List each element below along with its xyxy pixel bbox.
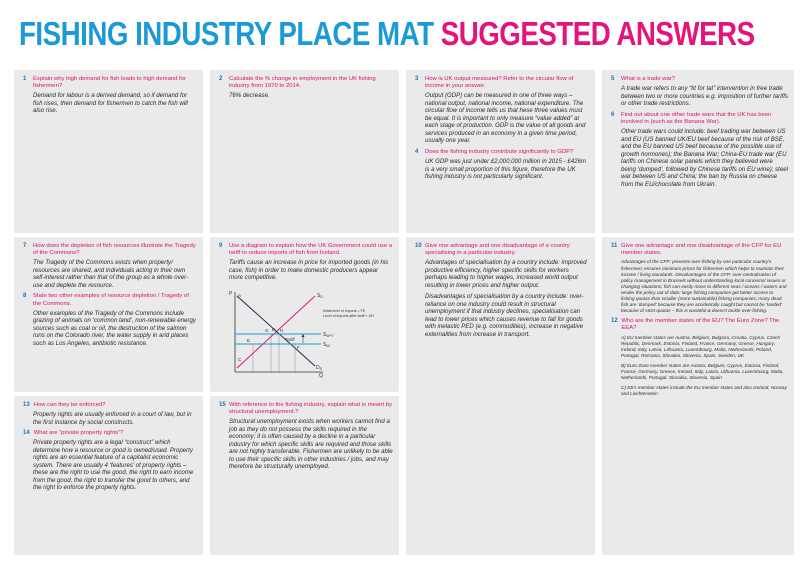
label-s-d: $S_D$ bbox=[317, 292, 323, 299]
question-row bbox=[415, 149, 589, 156]
page-title bbox=[19, 14, 755, 54]
question-text: Give one advantage and one disadvantage of a country specialising in a particular industry. bbox=[425, 243, 570, 257]
question-text: Who are the member states of the EU? The Euro Zone? The EEA? bbox=[621, 318, 780, 332]
question-number: 7 bbox=[23, 243, 27, 249]
answer-text: Tariffs cause an increase in price for imported goods (in his case, fish) in order to make domestic producers appear more competitive. bbox=[229, 259, 389, 282]
question-text: Use a diagram to explain how the UK Government could use a tariff to reduce imports of fish from Iceland. bbox=[229, 243, 393, 257]
card-q5-q6 bbox=[602, 70, 794, 233]
label-f: F bbox=[297, 344, 300, 350]
card-q11-q12 bbox=[602, 237, 794, 555]
label-a: A bbox=[238, 292, 242, 298]
label-e: E bbox=[247, 337, 251, 343]
card-q10 bbox=[406, 237, 595, 555]
question-number: 11 bbox=[611, 243, 618, 249]
question-text: Calculate the % change in employment in the UK fishing industry from 1970 to 2014. bbox=[229, 76, 376, 90]
answer-text: The Tragedy of the Commons exists when property/ resources are shared, and individuals acting in their own self-interest rather than that of the group as a whole over-use and deplete the resource. bbox=[33, 259, 189, 289]
question-row bbox=[611, 243, 788, 257]
question-row bbox=[23, 402, 197, 409]
card-q7-q8 bbox=[14, 237, 203, 392]
label-d-d: $D_D$ bbox=[316, 364, 323, 371]
legend-initial-imports: Initial level of imports = FE bbox=[323, 308, 366, 313]
p-axis-label: P bbox=[229, 290, 233, 297]
question-row bbox=[23, 76, 197, 90]
question-number: 9 bbox=[219, 243, 223, 249]
question-text: How is UK output measured? Refer to the circular flow of income in your answer. bbox=[425, 76, 574, 90]
question-text: Does the fishing industry contribute significantly to GDP? bbox=[425, 148, 574, 155]
card-q3-q4 bbox=[406, 70, 595, 233]
answer-text: Private property rights are a legal “construct” which determine how a resource or good is owned/used. Property rights are an essential feature of a capitalist economic system. There are usually 4 ‘features’ of property rights – these are the right to use the good, the right to earn income from the good, the right to transfer the good to others, and the right to enforce the property rights. bbox=[33, 439, 194, 492]
question-row bbox=[23, 293, 197, 307]
question-number: 5 bbox=[611, 76, 615, 82]
card-q1 bbox=[14, 70, 203, 233]
answer-text: Property rights are usually enforced in a court of law, but in the first instance by social constructs. bbox=[33, 411, 192, 426]
question-number: 13 bbox=[23, 402, 30, 408]
question-text: State two other examples of resource depletion / Tragedy of the Commons. bbox=[33, 293, 189, 307]
card-q9 bbox=[210, 237, 399, 392]
card-q2 bbox=[210, 70, 399, 233]
q-axis-label: Q bbox=[319, 372, 323, 378]
question-text: What are “private property rights”? bbox=[33, 430, 124, 437]
question-text: What is a trade war? bbox=[621, 76, 676, 82]
answer-text: Disadvantages of specialisation by a country include: over-reliance on one industry could result in structural unemployment if that industry declines, specialisation can lead to lower prices which causes revenue to fall for goods with inelastic PED (e.g. commodities), increase in negative externalities from increase in transport. bbox=[425, 293, 584, 338]
question-text: Find out about one other trade wars that the UK has been involved in (such as the Banana War). bbox=[621, 111, 772, 125]
place-mat-grid bbox=[14, 70, 794, 555]
question-number: 14 bbox=[23, 430, 30, 437]
answer-text: UK GDP was just under £2,000,000 million in 2015 - £426m is a very small proportion of this figure, therefore the UK fishing industry is not particularly significant. bbox=[425, 158, 587, 181]
question-row bbox=[23, 430, 197, 437]
question-row bbox=[23, 243, 197, 257]
question-text: How does the depletion of fish resources illustrate the Tragedy of the Commons? bbox=[33, 243, 196, 257]
question-row bbox=[611, 318, 788, 332]
question-number: 3 bbox=[415, 76, 419, 82]
label-g: G bbox=[265, 327, 269, 333]
question-text: Explain why high demand for fish leads to high demand for fishermen? bbox=[33, 76, 186, 90]
answer-text: A trade war refers to any “tit for tat” intervention in free trade between two or more countries e.g. imposition of further tariffs or other trade restrictions. bbox=[621, 85, 788, 108]
question-row bbox=[611, 112, 788, 126]
question-number: 6 bbox=[611, 111, 615, 118]
answer-text: B) Euro Zone member states are Austria, Belgium, Cyprus, Estonia, Finland, France, Germany, Greece, Ireland, Italy, Latvia, Lithuania, Luxembourg, Malta, Netherlands, Portugal, Slovakia, Slovenia, Spain bbox=[621, 363, 784, 381]
answer-text: Structural unemployment exists when workers cannot find a job as they do not possess the skills required in the economy; it is often caused by a decline in a particular industry for which specific skills are required and those skills are not highly transferable. Fishermen are unlikely to be able to use their specific skills in other industries / jobs, and may therefore be structurally unemployed. bbox=[229, 418, 393, 471]
label-s-w-t: $S_{W+T}$ bbox=[323, 331, 334, 338]
answer-text: Advantages of the CFP: prevents over-fishing by one particular country's fishermen; ensures minimum prices for fishermen which helps to maintain their income / living standards. Disadvantages of the CFP: over-centralisation of policy management in Brussels without understanding local concerns/ issues or changing situations; fish can easily move to different seas / oceans / waters and render the policy out of date; large fishing companies get better access to fishing quotas than smaller (more sustainable) fishing companies; many dead fish are ‘dumped’ because they are accidentally caught but cannot be ‘landed’ because of strict quotas – this is wasteful & doesn't tackle over-fishing. bbox=[621, 259, 787, 314]
answer-text: Advantages of specialisation by a country include: improved productive efficiency, higher specific skills for workers perhaps leading to higher wages, increased world output resulting in lower prices and higher output. bbox=[425, 259, 587, 289]
question-number: 8 bbox=[23, 293, 27, 300]
question-number: 4 bbox=[415, 148, 419, 155]
question-row bbox=[415, 76, 589, 90]
answer-text: 76% decrease. bbox=[229, 92, 270, 100]
question-text: Give one advantage and one disadvantage of the CFP for EU member states. bbox=[621, 243, 782, 257]
question-row bbox=[219, 76, 393, 90]
label-tariff: Tariff bbox=[285, 336, 295, 342]
answer-text: Output (GDP) can be measured in one of three ways – national output, national income, national expenditure. The circular flow of income tells us that hese three values must be equal. It is important to only measure “value added” at each stage of production. GDP is the value of all goods and services produced in an economy in a given time period, usually one year. bbox=[425, 92, 586, 145]
label-c: C bbox=[238, 356, 242, 362]
answer-text: C) EEA member states include the EU member states and also Iceland, Norway and Liechtenstein bbox=[621, 385, 787, 397]
question-row bbox=[219, 402, 393, 416]
question-number: 2 bbox=[219, 76, 223, 82]
tariff-diagram bbox=[223, 288, 393, 378]
label-s-w: $S_W$ bbox=[323, 341, 330, 348]
answer-text: Other trade wars could include: beef trading war between US and EU (US banned UK/EU beef because of the risk of BSE, and the EU banned US beef because of the possible use of growth hormones); the Banana War; China-EU trade war (EU tariffs on Chinese solar panels which they believed were being ‘dumped’, followed by Chinese tariffs on EU wine); steel war between US and China; the ban by Russia on cheese from the EU/chocolate from Ukrain. bbox=[621, 128, 788, 188]
question-number: 15 bbox=[219, 402, 226, 408]
label-b: B bbox=[272, 326, 276, 332]
answer-text: Other examples of the Tragedy of the Commons include grazing of animals on ‘common land’, non-renewable energy sources such as coal or oil, the destruction of the salmon runs on the Colorado river, the water supply in arid places such as Los Angeles, antibiotic resistance. bbox=[33, 309, 196, 347]
question-number: 1 bbox=[23, 76, 27, 82]
question-row bbox=[611, 76, 788, 83]
title-part-1: FISHING INDUSTRY PLACE MAT bbox=[19, 15, 434, 52]
answer-text: A) EU member states are Austria, Belgium, Bulgaria, Croatia, Cyprus, Czech Republic, Denmark, Estonia, Finland, France, Germany, Greece, Hungary, Ireland, Italy, Latvia, Lithuania, Luxembourg, Malta, Netherlands, Poland, Portugal, Romania, Slovakia, Slovenia, Spain, Sweden, UK bbox=[621, 334, 780, 358]
question-number: 12 bbox=[611, 318, 618, 325]
card-q15 bbox=[210, 396, 399, 555]
question-row bbox=[415, 243, 589, 257]
question-number: 10 bbox=[415, 243, 422, 249]
answer-text: Demand for labour is a derived demand, so if demand for fish rises, then demand for fishermen to catch the fish will also rise. bbox=[33, 92, 188, 115]
question-text: How can they be enforced? bbox=[33, 402, 106, 408]
title-part-2: SUGGESTED ANSWERS bbox=[440, 15, 755, 52]
legend-imports-after-tariff: Level of imports after tariff = GH bbox=[323, 313, 374, 318]
card-q13-q14 bbox=[14, 396, 203, 555]
question-row bbox=[219, 243, 393, 257]
question-text: With reference to the fishing industry, explain what is meant by structural unemployment.? bbox=[229, 402, 392, 416]
label-h: H bbox=[280, 327, 284, 333]
